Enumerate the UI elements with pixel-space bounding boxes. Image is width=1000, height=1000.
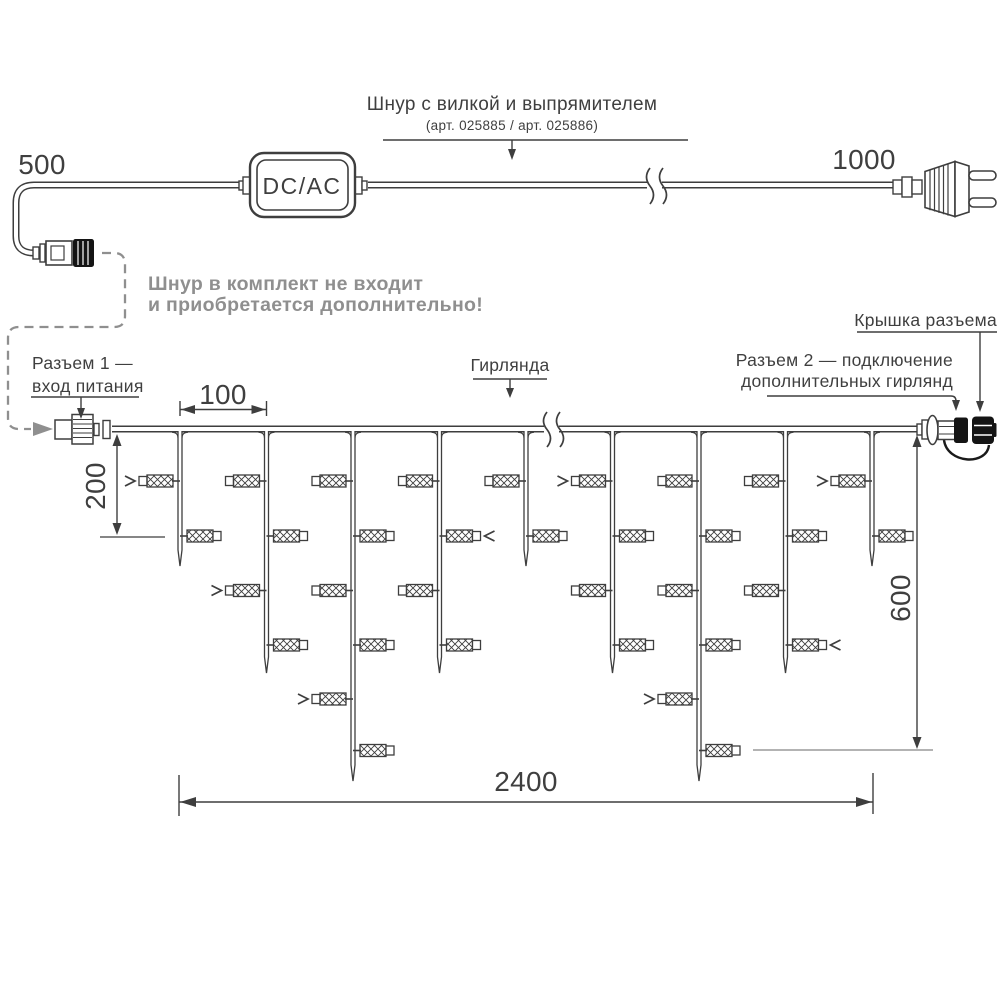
lamp-icon <box>399 585 440 597</box>
lamp-icon <box>658 693 699 705</box>
power-cord-title: Шнур с вилкой и выпрямителем <box>366 94 658 115</box>
cord-note-line2: и приобретается дополнительно! <box>148 294 484 316</box>
lamp-icon <box>745 585 786 597</box>
optional-cord-dashed-path <box>8 253 125 436</box>
lamp-icon <box>786 639 827 651</box>
flash-marker-icon <box>831 640 841 650</box>
lamp-icon <box>613 530 654 542</box>
power-plug-icon <box>893 162 996 217</box>
lamp-icon <box>312 475 353 487</box>
dc-ac-converter-icon <box>239 153 367 217</box>
lamp-icon <box>699 530 740 542</box>
connector1-icon <box>55 415 110 445</box>
garland-drops <box>125 431 913 781</box>
icicle-drop <box>226 431 308 673</box>
power-input-connector-icon <box>33 239 94 267</box>
dc-ac-label: DC/AC <box>262 173 342 199</box>
connector1-label-line2: вход питания <box>32 376 144 396</box>
lamp-icon <box>139 475 180 487</box>
icicle-drop <box>658 431 740 781</box>
connector2-label-line1: Разъем 2 — подключение <box>735 350 953 370</box>
lamp-icon <box>267 639 308 651</box>
icicle-drop <box>399 431 481 673</box>
dim-100-label: 100 <box>199 379 247 410</box>
dashed-path-arrow-icon <box>33 422 53 436</box>
lamp-icon <box>872 530 913 542</box>
lamp-icon <box>226 585 267 597</box>
icicle-drop <box>745 431 827 673</box>
power-cord-title-leader <box>383 140 688 160</box>
lamp-icon <box>572 475 613 487</box>
lamp-icon <box>485 475 526 487</box>
flash-marker-icon <box>212 586 222 596</box>
cap-label: Крышка разъема <box>854 310 997 330</box>
icicle-drop <box>572 431 654 673</box>
connector2-label-line2: дополнительных гирлянд <box>740 371 953 391</box>
lamp-icon <box>658 585 699 597</box>
lamp-icon <box>526 530 567 542</box>
lamp-icon <box>699 745 740 757</box>
lamp-icon <box>440 530 481 542</box>
garland-label: Гирлянда <box>470 355 550 375</box>
connector-cap-icon <box>972 417 997 445</box>
flash-marker-icon <box>558 476 568 486</box>
lamp-icon <box>699 639 740 651</box>
lamp-icon <box>440 639 481 651</box>
lamp-icon <box>745 475 786 487</box>
flash-marker-icon <box>298 694 308 704</box>
flash-marker-icon <box>817 476 827 486</box>
dim-2400-label: 2400 <box>494 766 558 797</box>
power-cord-subtitle: (арт. 025885 / арт. 025886) <box>425 118 599 133</box>
dim-200-label: 200 <box>80 462 111 510</box>
garland-label-leader <box>473 379 547 398</box>
power-cord-cable-right <box>368 168 894 204</box>
dim-1000-label: 1000 <box>832 144 896 175</box>
lamp-icon <box>572 585 613 597</box>
icicle-drop <box>312 431 394 781</box>
dim-600-label: 600 <box>885 574 916 622</box>
lamp-icon <box>658 475 699 487</box>
lamp-icon <box>399 475 440 487</box>
flash-marker-icon <box>644 694 654 704</box>
flash-marker-icon <box>485 531 495 541</box>
icicle-drop <box>831 431 913 566</box>
connector1-label-line1: Разъем 1 — <box>32 353 133 373</box>
cable-break-icon <box>647 168 667 204</box>
lamp-icon <box>613 639 654 651</box>
wire-break-icon <box>544 412 564 447</box>
lamp-icon <box>831 475 872 487</box>
lamp-icon <box>353 639 394 651</box>
icicle-drop <box>139 431 221 566</box>
lamp-icon <box>353 530 394 542</box>
lamp-icon <box>312 693 353 705</box>
lamp-icon <box>786 530 827 542</box>
dim-500-label: 500 <box>18 149 66 180</box>
lamp-icon <box>312 585 353 597</box>
lamp-icon <box>226 475 267 487</box>
lamp-icon <box>353 745 394 757</box>
connector2-leader <box>767 396 960 411</box>
lamp-icon <box>180 530 221 542</box>
cord-note-line1: Шнур в комплект не входит <box>148 273 424 295</box>
flash-marker-icon <box>125 476 135 486</box>
garland-diagram <box>31 332 997 816</box>
icicle-drop <box>485 431 567 566</box>
lamp-icon <box>267 530 308 542</box>
